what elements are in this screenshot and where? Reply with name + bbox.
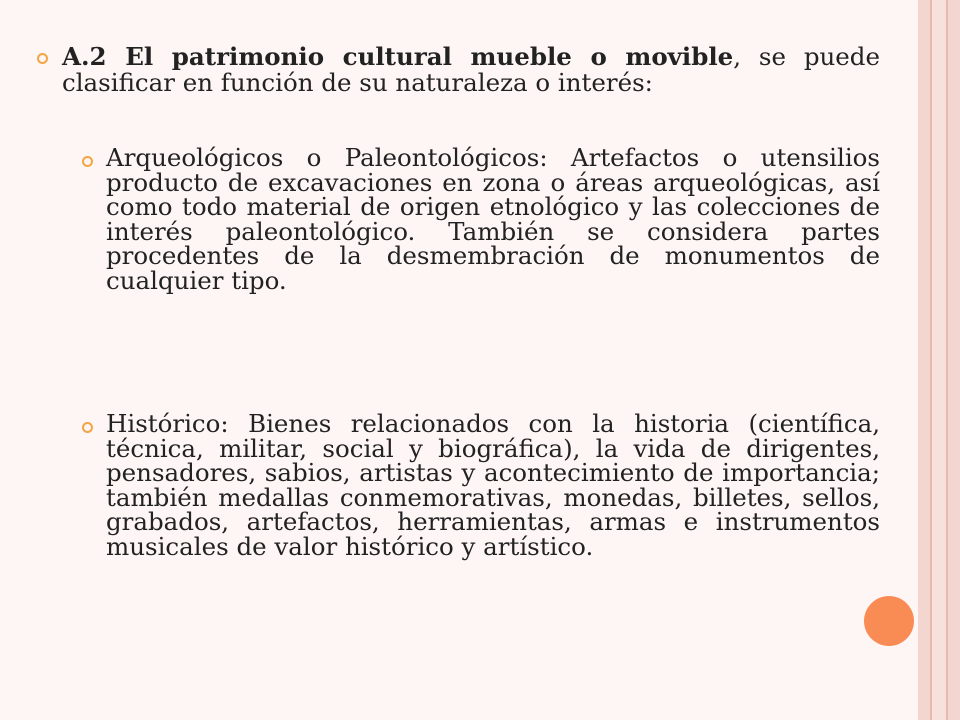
bullet-circle-icon: [37, 53, 48, 64]
list-item-historico: Histórico: Bienes relacionados con la historia (científica, técnica, militar, social y biográfica), la vida de dirigentes, pensadores, sabios, artistas y acontecimiento de importancia; también medallas conmemorativas, monedas, billetes, sellos, grabados, artefactos, herramientas, armas e instrumentos musicales de valor histórico y artístico.: [106, 409, 880, 561]
decorative-stripe: [918, 0, 930, 720]
intro-text: , se puede clasificar en función de su naturaleza o interés:: [62, 42, 880, 97]
intro-heading: A.2 El patrimonio cultural mueble o movible: [62, 42, 734, 71]
decorative-stripe: [948, 0, 960, 720]
decorative-stripe: [932, 0, 946, 720]
intro-paragraph: [62, 44, 880, 96]
bullet-circle-icon: [82, 422, 93, 433]
list-item-arqueologicos: Arqueológicos o Paleontológicos: Artefactos o utensilios producto de excavaciones en zona o áreas arqueológicas, así como todo material de origen etnológico y las colecciones de interés paleontológico. También se considera partes procedentes de la desmembración de monumentos de cualquier tipo.: [106, 143, 880, 295]
decorative-circle: [864, 596, 914, 646]
bullet-circle-icon: [82, 156, 93, 167]
